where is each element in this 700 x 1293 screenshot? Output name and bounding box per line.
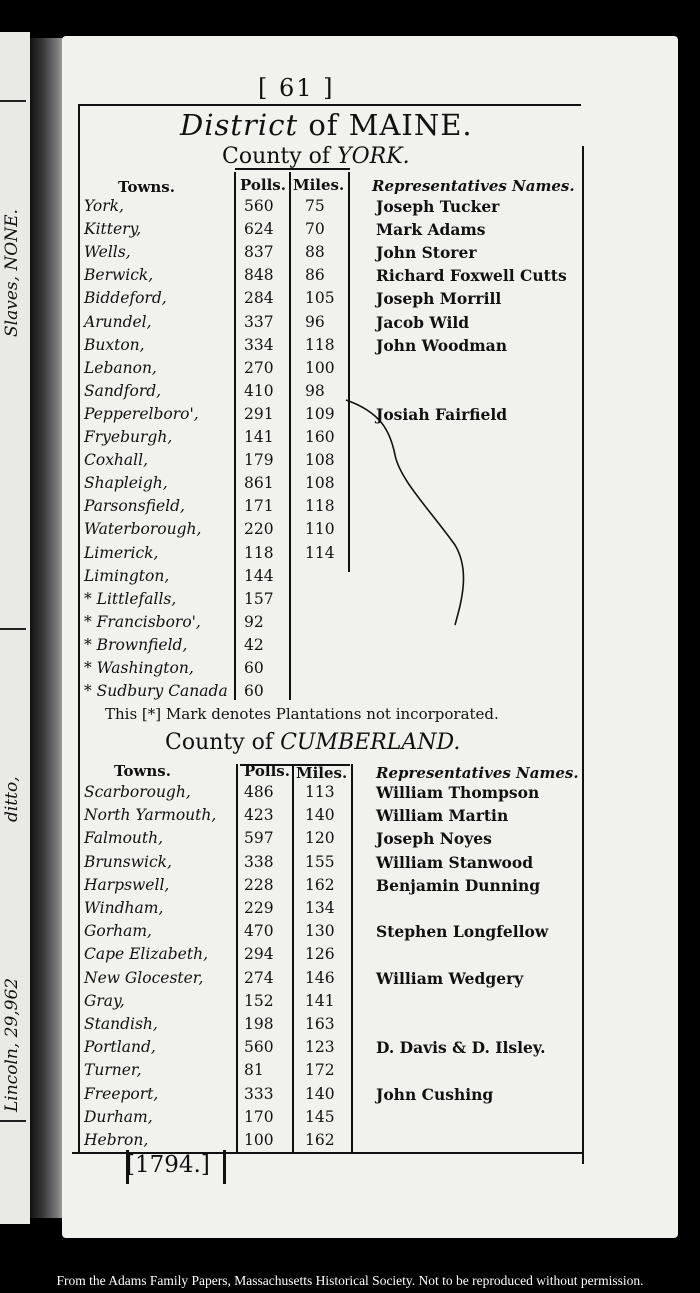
town-cell: Buxton, xyxy=(84,335,145,354)
polls-cell: 157 xyxy=(244,589,274,608)
representative-cell: Josiah Fairfield xyxy=(376,404,508,424)
town-cell: * Sudbury Canada xyxy=(84,682,228,701)
town-cell: North Yarmouth, xyxy=(84,806,217,825)
town-cell: Harpswell, xyxy=(84,875,170,894)
polls-cell: 170 xyxy=(244,1107,274,1126)
left-page-text-slaves: Slaves, NONE. xyxy=(2,209,22,337)
polls-cell: 291 xyxy=(244,404,274,423)
miles-cell: 75 xyxy=(305,197,325,215)
miles-cell: 140 xyxy=(305,806,335,825)
representative-cell: Joseph Morrill xyxy=(376,289,502,309)
cumberland-header-miles: Miles. xyxy=(296,764,348,782)
cumberland-header-polls: Polls. xyxy=(244,762,290,780)
miles-cell: 96 xyxy=(305,312,325,331)
town-cell: Hebron, xyxy=(84,1131,149,1149)
miles-cell: 114 xyxy=(305,543,335,562)
year-mark: [1794.] xyxy=(126,1152,210,1178)
miles-cell: 155 xyxy=(305,852,335,871)
town-cell: York, xyxy=(84,197,124,215)
miles-cell: 146 xyxy=(305,968,335,987)
polls-cell: 179 xyxy=(244,451,274,470)
representative-cell: D. Davis & D. Ilsley. xyxy=(376,1038,546,1058)
miles-cell: 100 xyxy=(305,358,335,377)
york-header-polls: Polls. xyxy=(240,176,286,194)
polls-cell: 848 xyxy=(244,266,274,285)
polls-cell: 141 xyxy=(244,428,274,446)
polls-cell: 228 xyxy=(244,875,274,894)
town-cell: Portland, xyxy=(84,1038,156,1057)
town-cell: Gorham, xyxy=(84,922,152,941)
town-cell: Limington, xyxy=(84,566,170,585)
town-cell: Pepperelboro', xyxy=(84,404,199,423)
polls-cell: 486 xyxy=(244,783,274,801)
representative-cell: William Stanwood xyxy=(376,852,534,872)
town-cell: Wells, xyxy=(84,243,131,262)
miles-cell: 110 xyxy=(305,520,335,539)
town-cell: Arundel, xyxy=(84,312,152,331)
miles-cell: 113 xyxy=(305,783,335,801)
miles-cell: 123 xyxy=(305,1038,335,1057)
town-cell: Waterborough, xyxy=(84,520,202,539)
cumberland-county-label: County of xyxy=(165,730,274,755)
polls-cell: 220 xyxy=(244,520,274,539)
miles-cell: 108 xyxy=(305,474,335,493)
town-cell: Cape Elizabeth, xyxy=(84,945,208,964)
york-county-name: YORK. xyxy=(337,144,410,169)
polls-cell: 470 xyxy=(244,922,274,941)
miles-cell: 108 xyxy=(305,451,335,470)
archive-footer: From the Adams Family Papers, Massachusetts Historical Society. Not to be reproduced without permission. xyxy=(56,1273,644,1288)
miles-cell: 145 xyxy=(305,1107,335,1126)
miles-cell: 70 xyxy=(305,220,325,239)
miles-cell: 134 xyxy=(305,899,335,917)
representative-cell: William Wedgery xyxy=(376,968,524,988)
polls-cell: 861 xyxy=(244,474,274,493)
polls-cell: 560 xyxy=(244,197,274,215)
cumberland-header-reps: Representatives Names. xyxy=(376,764,579,782)
representative-cell: Stephen Longfellow xyxy=(376,922,549,942)
polls-cell: 294 xyxy=(244,945,274,964)
town-cell: * Littlefalls, xyxy=(84,589,177,608)
miles-cell: 160 xyxy=(305,428,335,446)
town-cell: Parsonsfield, xyxy=(84,497,185,516)
miles-cell: 162 xyxy=(305,1131,335,1149)
polls-cell: 198 xyxy=(244,1015,274,1033)
miles-cell: 163 xyxy=(305,1015,335,1033)
polls-cell: 284 xyxy=(244,289,274,308)
town-cell: Freeport, xyxy=(84,1084,159,1103)
miles-cell: 140 xyxy=(305,1084,335,1103)
representative-cell: Benjamin Dunning xyxy=(376,875,541,895)
miles-cell: 88 xyxy=(305,243,325,262)
miles-cell: 141 xyxy=(305,991,335,1010)
representative-cell: John Storer xyxy=(376,243,477,263)
miles-cell: 162 xyxy=(305,875,335,894)
town-cell: Limerick, xyxy=(84,543,159,562)
town-cell: Durham, xyxy=(84,1107,153,1126)
representative-cell: Richard Foxwell Cutts xyxy=(376,266,567,286)
town-cell: Scarborough, xyxy=(84,783,191,801)
miles-cell: 118 xyxy=(305,497,335,516)
polls-cell: 333 xyxy=(244,1084,274,1103)
miles-cell: 109 xyxy=(305,404,335,423)
miles-cell: 172 xyxy=(305,1061,335,1080)
miles-cell: 86 xyxy=(305,266,325,285)
town-cell: Turner, xyxy=(84,1061,142,1080)
polls-cell: 334 xyxy=(244,335,274,354)
town-cell: Biddeford, xyxy=(84,289,167,308)
representative-cell: Joseph Tucker xyxy=(376,197,500,216)
polls-cell: 42 xyxy=(244,635,264,654)
polls-cell: 144 xyxy=(244,566,274,585)
town-cell: * Washington, xyxy=(84,659,194,677)
representative-cell: William Thompson xyxy=(376,783,540,802)
district-prefix: District xyxy=(180,108,299,142)
polls-cell: 560 xyxy=(244,1038,274,1057)
representative-cell: Mark Adams xyxy=(376,220,486,240)
cumberland-header-towns: Towns. xyxy=(114,762,171,780)
polls-cell: 229 xyxy=(244,899,274,917)
town-cell: Sandford, xyxy=(84,381,162,400)
representative-cell: Joseph Noyes xyxy=(376,829,492,849)
town-cell: Fryeburgh, xyxy=(84,428,173,446)
york-header-miles: Miles. xyxy=(293,176,345,194)
polls-cell: 92 xyxy=(244,612,264,631)
town-cell: Windham, xyxy=(84,899,164,917)
polls-cell: 100 xyxy=(244,1131,274,1149)
miles-cell: 120 xyxy=(305,829,335,848)
town-cell: Berwick, xyxy=(84,266,154,285)
town-cell: Falmouth, xyxy=(84,829,164,848)
representative-cell: John Cushing xyxy=(376,1084,494,1104)
miles-cell: 130 xyxy=(305,922,335,941)
york-header-reps: Representatives Names. xyxy=(372,177,575,195)
representative-cell: John Woodman xyxy=(376,335,507,355)
town-cell: Kittery, xyxy=(84,220,142,239)
town-cell: Coxhall, xyxy=(84,451,148,470)
town-cell: Shapleigh, xyxy=(84,474,168,493)
polls-cell: 837 xyxy=(244,243,274,262)
left-page-text-ditto: ditto, xyxy=(2,776,22,822)
miles-cell: 118 xyxy=(305,335,335,354)
town-cell: Lebanon, xyxy=(84,358,157,377)
district-name: MAINE. xyxy=(348,108,473,142)
town-cell: * Francisboro', xyxy=(84,612,201,631)
miles-cell: 105 xyxy=(305,289,335,308)
page-number: [ 61 ] xyxy=(258,74,335,102)
polls-cell: 337 xyxy=(244,312,274,331)
polls-cell: 338 xyxy=(244,852,274,871)
polls-cell: 171 xyxy=(244,497,274,516)
cumberland-county-name: CUMBERLAND. xyxy=(280,730,461,755)
polls-cell: 118 xyxy=(244,543,274,562)
district-of: of xyxy=(308,108,339,142)
left-page-text-lincoln: Lincoln, 29,962 xyxy=(2,977,22,1112)
polls-cell: 270 xyxy=(244,358,274,377)
polls-cell: 60 xyxy=(244,659,264,677)
town-cell: Brunswick, xyxy=(84,852,172,871)
miles-cell: 126 xyxy=(305,945,335,964)
polls-cell: 423 xyxy=(244,806,274,825)
town-cell: Gray, xyxy=(84,991,125,1010)
miles-cell: 98 xyxy=(305,381,325,400)
york-header-towns: Towns. xyxy=(118,178,175,196)
polls-cell: 410 xyxy=(244,381,274,400)
representative-cell: William Martin xyxy=(376,806,509,826)
polls-cell: 597 xyxy=(244,829,274,848)
town-cell: Standish, xyxy=(84,1015,158,1033)
york-county-label: County of xyxy=(222,144,331,169)
polls-cell: 60 xyxy=(244,682,264,701)
town-cell: * Brownfield, xyxy=(84,635,188,654)
polls-cell: 152 xyxy=(244,991,274,1010)
polls-cell: 274 xyxy=(244,968,274,987)
representative-cell: Jacob Wild xyxy=(376,312,470,332)
polls-cell: 81 xyxy=(244,1061,264,1080)
polls-cell: 624 xyxy=(244,220,274,239)
town-cell: New Glocester, xyxy=(84,968,204,987)
plantation-note: This [*] Mark denotes Plantations not incorporated. xyxy=(105,705,499,723)
